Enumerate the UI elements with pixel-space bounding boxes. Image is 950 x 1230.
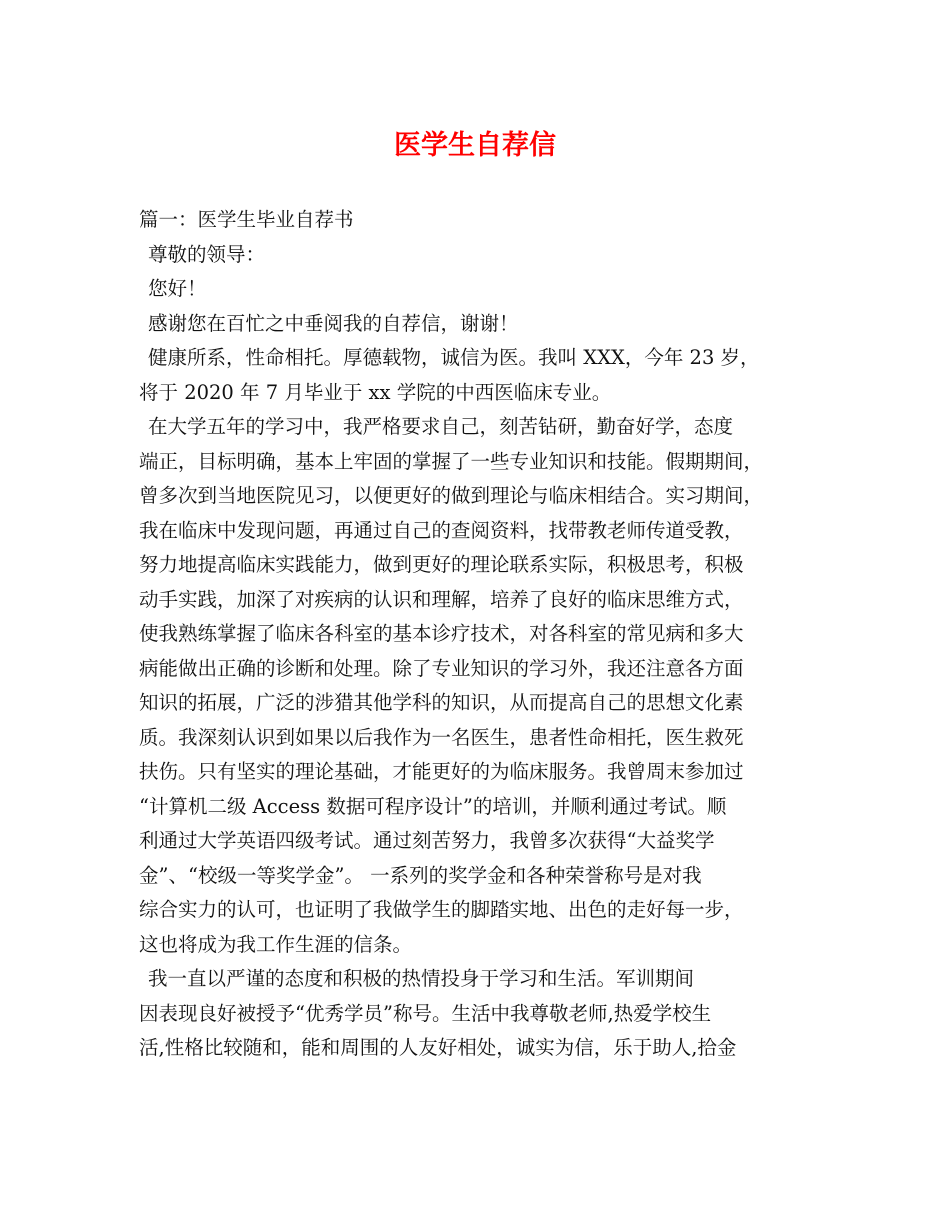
text-line: 因表现良好被授予“优秀学员”称号。生活中我尊敬老师,热爱学校生: [139, 1001, 712, 1025]
text-line: 感谢您在百忙之中垂阅我的自荐信，谢谢！: [148, 311, 519, 335]
text-line: 这也将成为我工作生涯的信条。: [139, 932, 413, 956]
text-line: 努力地提高临床实践能力，做到更好的理论联系实际，积极思考，积极: [139, 553, 744, 576]
document-body: [139, 203, 829, 1066]
text-line: “计算机二级 Access 数据可程序设计”的培训，并顺利通过考试。顺: [139, 794, 727, 818]
text-line: 扶伤。只有坚实的理论基础，才能更好的为临床服务。我曾周末参加过: [139, 760, 744, 783]
section-heading: 篇一：医学生毕业自荐书: [139, 208, 354, 231]
text-line: 端正，目标明确，基本上牢固的掌握了一些专业知识和技能。假期期间，: [139, 449, 764, 473]
text-line: 知识的拓展，广泛的涉猎其他学科的知识，从而提高自己的思想文化素: [139, 691, 744, 714]
text-line: 健康所系，性命相托。厚德载物，诚信为医。我叫 XXX，今年 23 岁，: [148, 346, 760, 369]
text-line: 活,性格比较随和，能和周围的人友好相处，诚实为信，乐于助人,拾金: [139, 1036, 737, 1059]
text-line: 动手实践，加深了对疾病的认识和理解，培养了良好的临床思维方式，: [139, 587, 744, 611]
salutation: 尊敬的领导：: [148, 242, 266, 266]
text-line: 使我熟练掌握了临床各科室的基本诊疗技术，对各科室的常见病和多大: [139, 622, 744, 645]
greeting: 您好！: [148, 277, 207, 300]
text-line: 质。我深刻认识到如果以后我作为一名医生，患者性命相托，医生救死: [139, 725, 744, 749]
text-line: 我一直以严谨的态度和积极的热情投身于学习和生活。军训期间: [148, 967, 695, 990]
text-line: 金”、“校级一等奖学金”。 一系列的奖学金和各种荣誉称号是对我: [139, 863, 702, 887]
text-line: 综合实力的认可，也证明了我做学生的脚踏实地、出色的走好每一步，: [139, 898, 744, 921]
document-title: 医学生自荐信: [394, 130, 556, 161]
text-line: 在大学五年的学习中，我严格要求自己，刻苦钻研，勤奋好学，态度: [148, 415, 734, 438]
text-line: 曾多次到当地医院见习，以便更好的做到理论与临床相结合。实习期间，: [139, 484, 764, 507]
text-line: 我在临床中发现问题，再通过自己的查阅资料，找带教老师传道受教，: [139, 518, 744, 542]
text-line: 将于 2020 年 7 月毕业于 xx 学院的中西医临床专业。: [139, 380, 612, 404]
text-line: 病能做出正确的诊断和处理。除了专业知识的学习外，我还注意各方面: [139, 656, 744, 680]
text-line: 利通过大学英语四级考试。通过刻苦努力，我曾多次获得“大益奖学: [139, 829, 715, 852]
